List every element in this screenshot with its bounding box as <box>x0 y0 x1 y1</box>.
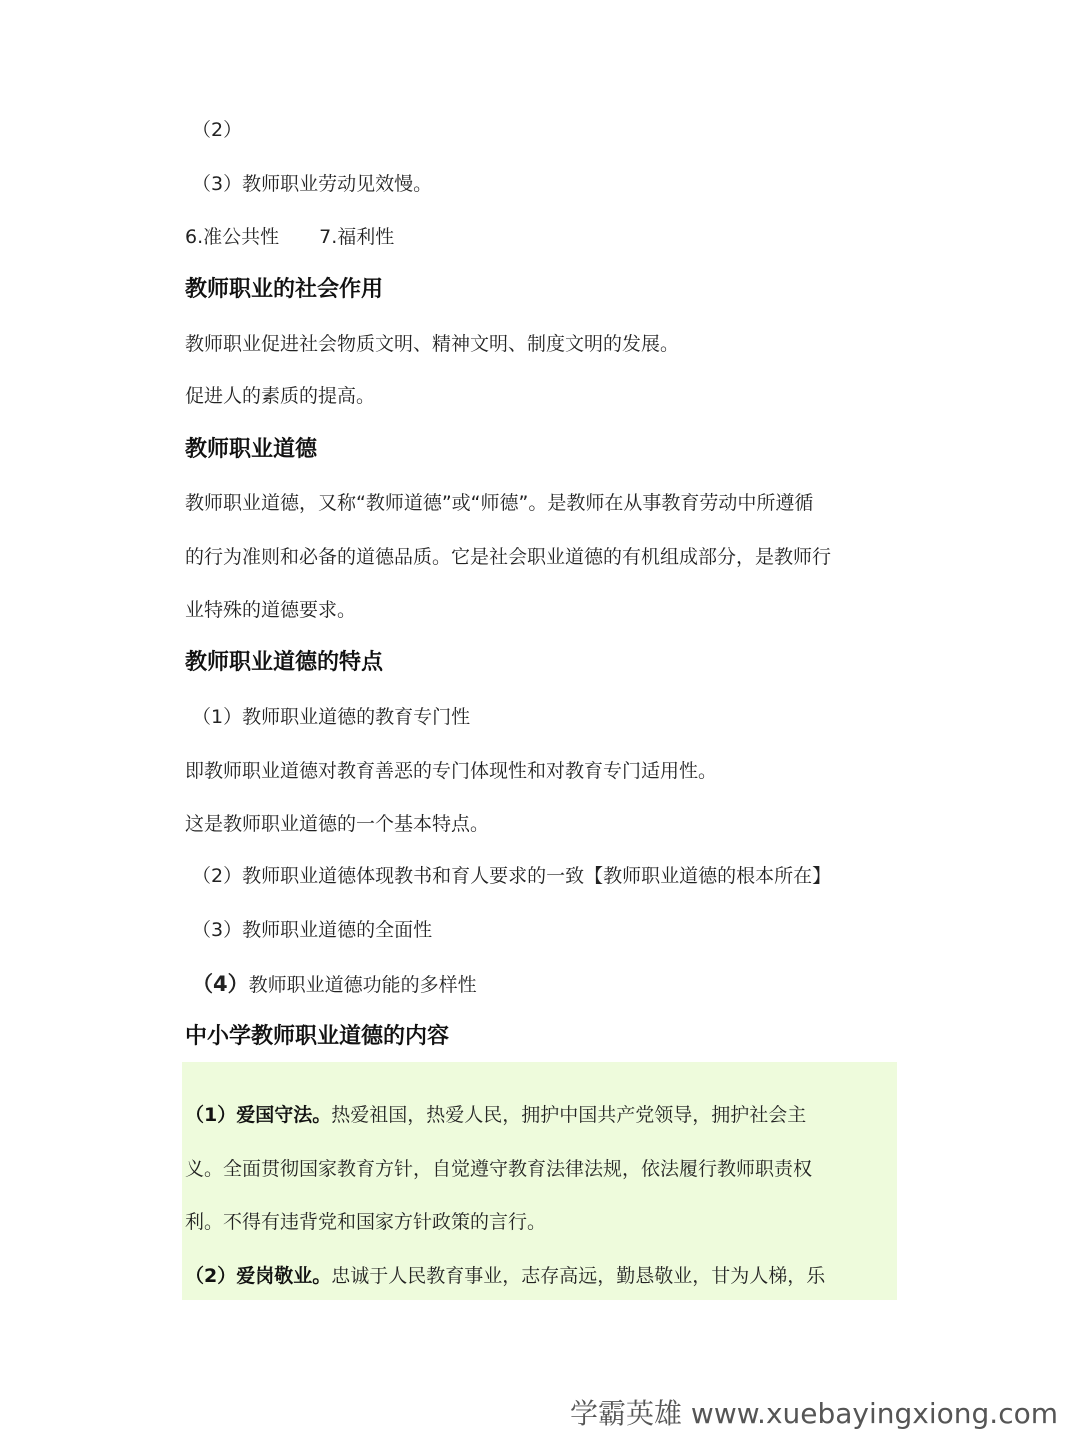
content-item-1-title: （1）爱国守法。 <box>185 1104 332 1126</box>
paragraph-civilization: 教师职业促进社会物质文明、精神文明、制度文明的发展。 <box>185 333 680 355</box>
property-welfare: 7.福利性 <box>319 226 395 248</box>
content-item-1-text: 热爱祖国，热爱人民，拥护中国共产党领导，拥护社会主 <box>331 1104 807 1126</box>
heading-ethics-content: 中小学教师职业道德的内容 <box>185 1024 450 1049</box>
feature-3: （3）教师职业道德的全面性 <box>192 919 433 941</box>
content-item-1-line-1 <box>185 1103 806 1127</box>
feature-2: （2）教师职业道德体现教书和育人要求的一致【教师职业道德的根本所在】 <box>192 865 832 887</box>
list-item-3-effect-slow: （3）教师职业劳动见效慢。 <box>192 173 433 195</box>
feature-1-detail-b: 这是教师职业道德的一个基本特点。 <box>185 813 490 835</box>
footer-watermark: 学霸英雄 www.xuebayingxiong.com <box>570 1397 1058 1430</box>
content-item-1-line-2: 义。全面贯彻国家教育方针，自觉遵守教育法律法规，依法履行教师职责权 <box>185 1158 813 1180</box>
heading-professional-ethics: 教师职业道德 <box>185 437 318 462</box>
paragraph-quality: 促进人的素质的提高。 <box>185 385 376 407</box>
feature-1: （1）教师职业道德的教育专门性 <box>192 706 471 728</box>
list-item-2-empty: （2） <box>192 119 243 141</box>
content-item-2-title: （2）爱岗敬业。 <box>185 1265 332 1287</box>
feature-4-text: 教师职业道德功能的多样性 <box>248 974 477 996</box>
heading-social-role: 教师职业的社会作用 <box>185 277 384 302</box>
feature-1-detail-a: 即教师职业道德对教育善恶的专门体现性和对教育专门适用性。 <box>185 760 718 782</box>
content-item-2-line-1 <box>185 1264 825 1288</box>
feature-4 <box>192 972 477 997</box>
feature-4-number: （4） <box>192 972 249 996</box>
ethics-definition-line-1: 教师职业道德，又称“教师道德”或“师德”。是教师在从事教育劳动中所遵循 <box>185 492 814 514</box>
heading-ethics-features: 教师职业道德的特点 <box>185 650 384 675</box>
content-item-2-text: 忠诚于人民教育事业，志存高远，勤恳敬业，甘为人梯，乐 <box>331 1265 826 1287</box>
property-line <box>185 225 394 249</box>
ethics-definition-line-2: 的行为准则和必备的道德品质。它是社会职业道德的有机组成部分，是教师行 <box>185 546 832 568</box>
ethics-definition-line-3: 业特殊的道德要求。 <box>185 599 357 621</box>
property-quasi-public: 6.准公共性 <box>185 226 280 248</box>
content-item-1-line-3: 利。不得有违背党和国家方针政策的言行。 <box>185 1211 547 1233</box>
